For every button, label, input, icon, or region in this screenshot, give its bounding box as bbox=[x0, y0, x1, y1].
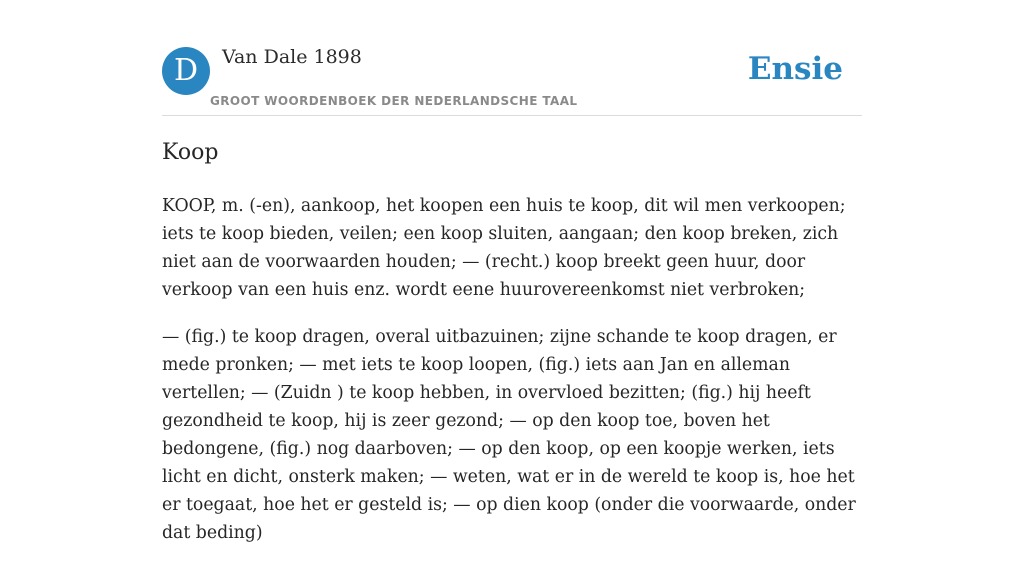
header bbox=[162, 0, 862, 116]
page bbox=[162, 0, 862, 543]
definition-paragraph: — (fig.) te koop dragen, overal uitbazuinen; zijne schande te koop dragen, er mede pronken; — met iets te koop loopen, (fig.) iets aan Jan en alleman vertellen; — (Zuidn ) te koop hebben, in overvloed bezitten; (fig.) hij heeft gezondheid te koop, hij is zeer gezond; — op den koop toe, boven het bedongene, (fig.) nog daarboven; — op den koop, op een koopje werken, iets licht en dicht, onsterk maken; — weten, wat er in de wereld te koop is, hoe het er toegaat, hoe het er gesteld is; — op dien koop (onder die voorwaarde, onder dat beding) bbox=[162, 327, 856, 543]
dictionary-title[interactable]: Van Dale 1898 bbox=[222, 46, 362, 68]
entry-definition bbox=[162, 192, 862, 566]
dictionary-logo[interactable]: D bbox=[162, 47, 210, 95]
definition-paragraph: KOOP, m. (-en), aankoop, het koopen een huis te koop, dit wil men verkoopen; iets te koop bieden, veilen; een koop sluiten, aangaan; den koop breken, zich niet aan de voorwaarden houden; — (recht.) koop breekt geen huur, door verkoop van een huis enz. wordt eene huurovereenkomst niet verbroken; bbox=[162, 196, 846, 300]
dictionary-subtitle: GROOT WOORDENBOEK DER NEDERLANDSCHE TAAL bbox=[210, 94, 578, 108]
entry-title: Koop bbox=[162, 140, 219, 165]
brand-logo-link[interactable]: Ensie bbox=[747, 51, 843, 87]
